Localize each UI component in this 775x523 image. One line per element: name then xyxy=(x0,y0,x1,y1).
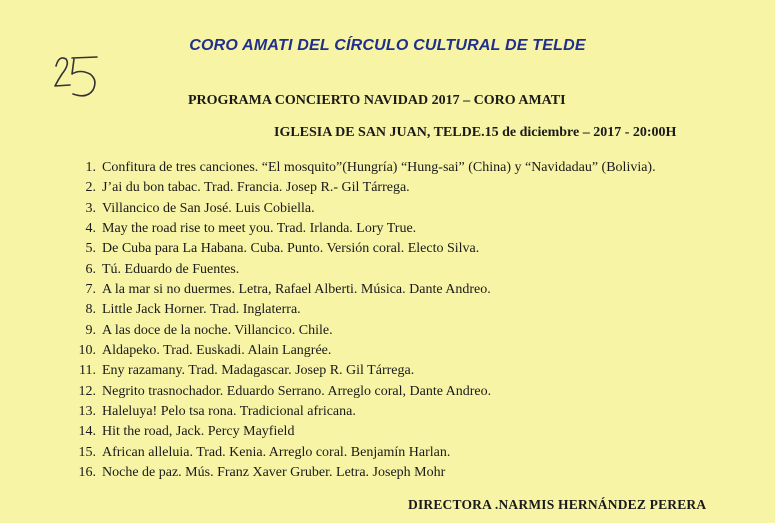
program-item xyxy=(60,382,760,402)
program-item xyxy=(60,199,760,219)
program-item-number: 2. xyxy=(85,180,96,196)
program-item xyxy=(60,260,760,280)
program-item xyxy=(60,443,760,463)
program-item-text: A la mar si no duermes. Letra, Rafael Alberti. Música. Dante Andreo. xyxy=(102,282,491,298)
page-title: CORO AMATI DEL CÍRCULO CULTURAL DE TELDE xyxy=(189,37,586,54)
program-item-text: African alleluia. Trad. Kenia. Arreglo coral. Benjamín Harlan. xyxy=(102,444,451,460)
handwritten-page-number xyxy=(50,52,106,104)
program-item xyxy=(60,361,760,381)
program-item xyxy=(60,463,760,483)
program-item-number: 8. xyxy=(85,302,96,318)
program-item xyxy=(60,280,760,300)
program-item-number: 9. xyxy=(85,322,96,338)
program-item-text: Confitura de tres canciones. “El mosquito”(Hungría) “Hung-sai” (China) y “Navidadau” (Bolivia). xyxy=(102,160,656,175)
program-item xyxy=(60,341,760,361)
program-item-number: 7. xyxy=(85,282,96,298)
program-item-text: De Cuba para La Habana. Cuba. Punto. Versión coral. Electo Silva. xyxy=(102,241,480,257)
program-item-text: Negrito trasnochador. Eduardo Serrano. Arreglo coral, Dante Andreo. xyxy=(102,383,492,399)
program-item-number: 6. xyxy=(85,261,96,277)
program-item xyxy=(60,300,760,320)
program-item-text: Eny razamany. Trad. Madagascar. Josep R. Gil Tárrega. xyxy=(102,363,415,379)
program-item-number: 15. xyxy=(78,444,96,460)
director-credit: DIRECTORA .NARMIS HERNÁNDEZ PERERA xyxy=(408,497,707,512)
program-item xyxy=(60,402,760,422)
program-item xyxy=(60,219,760,239)
program-item-text: Villancico de San José. Luis Cobiella. xyxy=(102,200,315,216)
program-item-number: 14. xyxy=(78,424,96,440)
program-item xyxy=(60,178,760,198)
concert-venue: IGLESIA DE SAN JUAN, TELDE.15 de diciembre – 2017 - 20:00H xyxy=(274,125,677,140)
program-item-text: Hit the road, Jack. Percy Mayfield xyxy=(102,424,295,440)
program-list xyxy=(60,158,760,484)
program-item-text: Noche de paz. Mús. Franz Xaver Gruber. Letra. Joseph Mohr xyxy=(102,465,446,481)
program-item-text: Tú. Eduardo de Fuentes. xyxy=(102,261,240,277)
program-item-text: Aldapeko. Trad. Euskadi. Alain Langrée. xyxy=(102,343,332,359)
program-item xyxy=(60,239,760,259)
program-item-text: A las doce de la noche. Villancico. Chile. xyxy=(102,322,333,338)
program-item-number: 4. xyxy=(85,221,96,237)
program-item-number: 11. xyxy=(79,363,96,379)
program-item-number: 10. xyxy=(78,343,96,359)
concert-subtitle: PROGRAMA CONCIERTO NAVIDAD 2017 – CORO AMATI xyxy=(188,93,566,108)
program-item-number: 12. xyxy=(78,383,96,399)
program-item-text: J’ai du bon tabac. Trad. Francia. Josep R.- Gil Tárrega. xyxy=(102,180,410,196)
program-item xyxy=(60,422,760,442)
program-item-text: Haleluya! Pelo tsa rona. Tradicional africana. xyxy=(102,404,356,420)
program-item-text: Little Jack Horner. Trad. Inglaterra. xyxy=(102,302,301,318)
program-item-number: 5. xyxy=(85,241,96,257)
program-item-text: May the road rise to meet you. Trad. Irlanda. Lory True. xyxy=(102,221,417,237)
program-item-number: 1. xyxy=(85,160,96,175)
program-item xyxy=(60,321,760,341)
program-item-number: 3. xyxy=(85,200,96,216)
program-item xyxy=(60,158,760,178)
program-item-number: 16. xyxy=(78,465,96,481)
program-item-number: 13. xyxy=(78,404,96,420)
